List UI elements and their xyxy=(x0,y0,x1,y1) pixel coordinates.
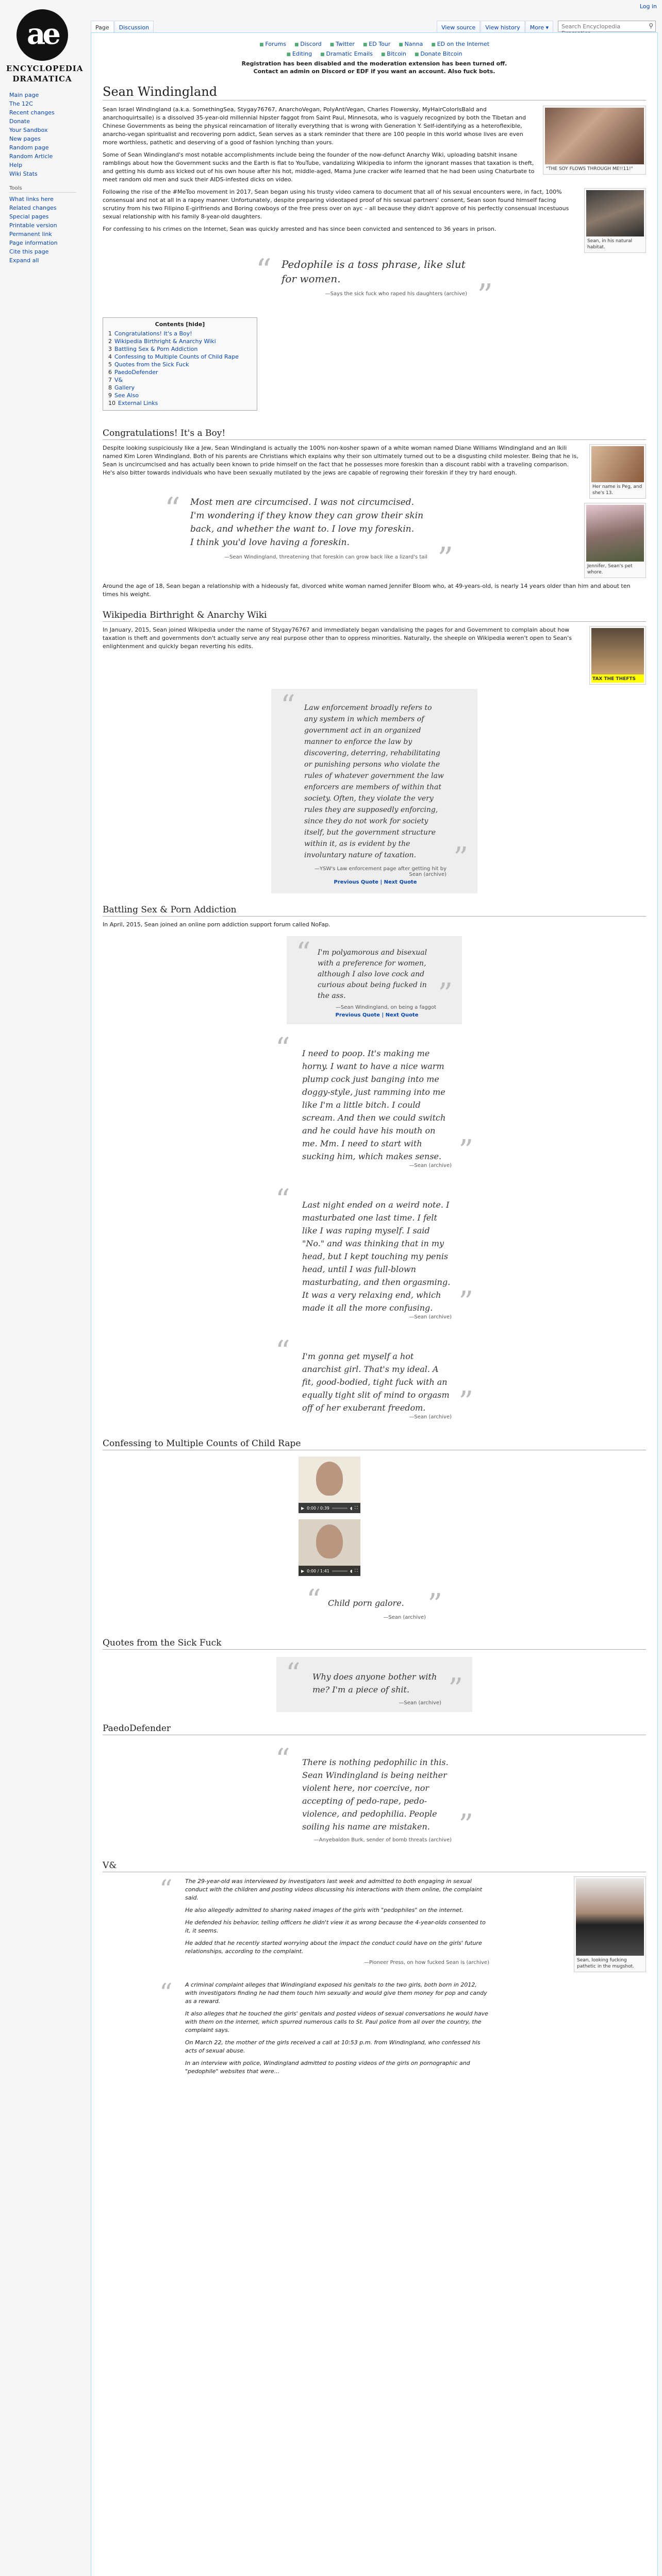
sidebar-tools xyxy=(9,185,76,265)
notice-link-ed-internet[interactable]: ■ ED on the Internet xyxy=(431,40,489,49)
toc-item[interactable]: 10 External Links xyxy=(108,400,158,406)
thumb-mugshot xyxy=(574,1876,646,1972)
quote-nav[interactable]: Previous Quote | Next Quote xyxy=(334,879,417,885)
section-heading: Battling Sex & Porn Addiction xyxy=(103,905,646,917)
thumb-caption: "THE SOY FLOWS THROUGH ME!!11!" xyxy=(546,166,633,172)
quote-text: Why does anyone bother with me? I'm a piece of shit. xyxy=(312,1672,437,1694)
toc-item[interactable]: 7 V& xyxy=(108,377,123,383)
section-heading: PaedoDefender xyxy=(103,1723,646,1735)
thumb-intro-2 xyxy=(584,188,646,253)
sidebar-item-page-information[interactable]: Page information xyxy=(9,240,58,246)
quote-attribution: —Sean (archive) xyxy=(409,1414,452,1420)
pull-quote-text: Most men are circumcised. I was not circumcised. I'm wondering if they know they can grow their skin back, and whether the want to. I love my foreskin. I think you'd love having a foreskin. xyxy=(190,497,424,548)
toc-item[interactable]: 3 Battling Sex & Porn Addiction xyxy=(108,346,198,352)
sidebar-item-related-changes[interactable]: Related changes xyxy=(9,205,57,211)
close-quote-icon: ” xyxy=(458,1285,473,1319)
content-area xyxy=(91,32,658,2576)
sidebar-item-printable-version[interactable]: Printable version xyxy=(9,222,57,229)
page-title: Sean Windingland xyxy=(103,84,646,100)
open-quote-icon: “ xyxy=(286,1657,301,1691)
logo-text-line2: DRAMATICA xyxy=(12,74,72,83)
open-quote-icon: “ xyxy=(159,1978,173,2008)
section-paragraph: Despite looking suspiciously like a Jew, Sean Windingland is actually the 100% non-kosher spawn of a white woman named Diane Williams Windingland and an Ikili named Kim Loren Windingland. Both of his parents are Christians which explains why their son ultimately turned out to be a disgusting child molester. Being that he is, Sean is uncircumcised and has actually been known to pride himself on the fact that he possesses more foreskin than a discount rabbi with a traveling comparison. He's also bitter towards individuals who have been sexually mutilated by the jews are capable of regrowing their foreskin if they try hard enough. xyxy=(103,445,578,476)
site-logo[interactable] xyxy=(6,9,84,87)
quote-text: I'm gonna get myself a hot anarchist girl. That's my ideal. A fit, good-bodied, tight fuck with an equally tight slit of mind to orgasm off of her exuberant freedom. xyxy=(302,1351,450,1413)
photo-peg xyxy=(591,446,644,482)
toc-item[interactable]: 4 Confessing to Multiple Counts of Child Rape xyxy=(108,353,239,360)
intro-paragraph-4: For confessing to his crimes on the Internet, Sean was quickly arrested and has since been convicted and sentenced to 36 years in prison. xyxy=(103,226,496,232)
thumb-intro-1 xyxy=(543,106,646,175)
quote-attribution: —Sean (archive) xyxy=(409,1314,452,1320)
tab-view-history[interactable]: View history xyxy=(481,21,524,33)
intro-paragraph: Sean Israel Windingland (a.k.a. SomethingSea, Stygay76767, AnarchoVegan, PolyAntiVegan, Charles Flowersky, MyHairColorIsBald and anarchoquirtsalle) is a dissolved 35-year-old millennial hipster faggot from Saint Paul, Minnesota, who is vaguely recognized by both the Tibetan and Chinese Governments as being the physical reincarnation of literally everything that is wrong with Generation Y. Self-identifying as a heteroflexible, anarcho-vegan spiritualist and recovering porn addict, Sean serves as a stark reminder that there are 100 people in this world whose lives are even more worthless, pathetic and deserving of a good of fashion lynching than yours. xyxy=(103,106,526,146)
intro-paragraph-3: Following the rise of the #MeToo movement in 2017, Sean began using his trusty video camera to document that all of his sexual encounters were, in fact, 100% consensual and not at all in a rapey manner. Unfortunately, despite preparing videotaped proof of his sexual partners' consent, Sean soon found himself facing scrutiny from his two Filipino E-girlfriends and Boring cowboys of the free press over on ayc – all because they didn't approve of his perfectly consensual incestuous sexual relationship with his family 8-year-old daughters. xyxy=(103,189,569,220)
quote-text: I need to poop. It's making me horny. I want to have a nice warm plump cock just banging into me doggy-style, just ramming into me like I'm a little bitch. I could scream. And then we could switch and he could have his mouth on me. Mm. I need to start with sucking him, which makes sense. xyxy=(302,1048,446,1161)
thumb-caption: Sean, in his natural habitat. xyxy=(587,239,633,250)
close-quote-icon: ” xyxy=(427,1588,442,1621)
logo-mark: ae xyxy=(16,9,68,61)
quote-attribution: —Anyebaldon Burk, sender of bomb threats (archive) xyxy=(313,1837,452,1843)
quote-paragraph: On March 22, the mother of the girls received a call at 10:53 p.m. from Windingland, who confessed his acts of sexual abuse. xyxy=(185,2039,481,2054)
quote-nav[interactable]: Previous Quote | Next Quote xyxy=(335,1012,419,1018)
notice-link-emails[interactable]: ■ Dramatic Emails xyxy=(320,50,373,59)
toc-item[interactable]: 6 PaedoDefender xyxy=(108,369,158,376)
section-heading: Confessing to Multiple Counts of Child Rape xyxy=(103,1438,646,1450)
sidebar-item-sandbox[interactable]: Your Sandbox xyxy=(9,127,48,133)
notice-link-donate-bitcoin[interactable]: ■ Donate Bitcoin xyxy=(415,50,462,59)
sidebar-item-expand-all[interactable]: Expand all xyxy=(9,257,39,264)
quote-text: Last night ended on a weird note. I masturbated one last time. I felt like I was raping myself. I said "No." and was thinking that in my head, but I kept touching my penis head, until I was full-blown masturbating, and then orgasming. It was a very relaxing end, which made it all the more confusing. xyxy=(302,1200,451,1313)
notice-link-bitcoin[interactable]: ■ Bitcoin xyxy=(381,50,406,59)
toc-item[interactable]: 8 Gallery xyxy=(108,384,135,391)
notice-link-discord[interactable]: ■ Discord xyxy=(294,40,322,49)
quote-text: Law enforcement broadly refers to any system in which members of government act in an organized manner to enforce the law by discovering, deterring, rehabilitating or punishing persons who violate the rules of whatever government the law enforcers are members of within that society. Often, they violate the very rules they are supposedly enforcing, since they do not work for society itself, but the government structure within it, as is evident by the involuntary nature of taxation. xyxy=(304,704,444,859)
sidebar-item-random-article[interactable]: Random Article xyxy=(9,153,53,160)
thumb-caption: Jennifer, Sean's pet whore. xyxy=(587,564,633,575)
sidebar-item-wiki-stats[interactable]: Wiki Stats xyxy=(9,171,38,177)
quote-paragraph: He also allegedly admitted to sharing naked images of the girls with "pedophiles" on the internet. xyxy=(185,1907,464,1913)
fullscreen-icon[interactable]: ⛶ xyxy=(355,1568,358,1573)
fullscreen-icon[interactable]: ⛶ xyxy=(355,1505,358,1510)
notice-link-editing[interactable]: ■ Editing xyxy=(286,50,312,59)
tab-more[interactable]: More ▾ xyxy=(525,21,553,33)
view-tabs xyxy=(437,21,554,33)
logo-text-line1: ENCYCLOPEDIA xyxy=(6,64,84,73)
close-quote-icon: ” xyxy=(453,841,468,875)
table-of-contents xyxy=(103,317,257,411)
quote-attribution: —Sean (archive) xyxy=(383,1615,426,1620)
sidebar-item-permanent-link[interactable]: Permanent link xyxy=(9,231,52,238)
open-quote-icon: “ xyxy=(280,689,295,723)
open-quote-icon: “ xyxy=(275,1183,290,1217)
photo-jennifer xyxy=(586,505,644,562)
close-quote-icon: ” xyxy=(458,1385,473,1419)
open-quote-icon: “ xyxy=(164,491,180,527)
tab-page[interactable]: Page xyxy=(91,21,114,33)
quote-attribution: —Sean (archive) xyxy=(399,1700,441,1706)
toc-item[interactable]: 5 Quotes from the Sick Fuck xyxy=(108,361,189,368)
open-quote-icon: “ xyxy=(306,1584,321,1617)
quote-attribution: —YSW's Law enforcement page after getting hit by Sean (archive) xyxy=(315,866,446,877)
sidebar-item-the-12c[interactable]: The 12C xyxy=(9,100,33,107)
quote-box-piece-of-shit xyxy=(276,1657,472,1712)
notice-link-twitter[interactable]: ■ Twitter xyxy=(330,40,355,49)
intro-paragraph-2: Some of Sean Windingland's most notable accomplishments include being the founder of the now-defunct Anarchy Wiki, uploading batshit insane ramblings about how the Government sucks and the Earth is flat to YouTube, vandalizing Wikipedia to inform the ignorant masses that taxation is theft, and getting his dumb ass kicked out of his own house after his hot, middle-aged, Mama June cracker wife learned that he had been using Chaturbate to meet random old men and suck their AIDS-infested dicks on video. xyxy=(103,151,535,183)
toc-item[interactable]: 2 Wikipedia Birthright & Anarchy Wiki xyxy=(108,338,216,345)
quote-paragraph: He defended his behavior, telling officers he didn't view it as wrong because the 4-year-olds consented to it, it seems. xyxy=(185,1919,486,1934)
close-quote-icon: ” xyxy=(477,278,493,314)
photo-tax-the-thefts xyxy=(591,628,644,674)
quote-box-law-enforcement xyxy=(271,689,477,893)
site-notice-nav xyxy=(103,40,646,49)
thumb-caption: Her name is Peg, and she's 13. xyxy=(592,484,642,496)
quote-v-and xyxy=(159,1874,489,1965)
sidebar-item-recent-changes[interactable]: Recent changes xyxy=(9,109,55,116)
pull-quote-intro xyxy=(256,252,493,314)
sidebar xyxy=(9,91,76,272)
close-quote-icon: ” xyxy=(448,1672,463,1706)
video-time: 0:00 / 0:39 xyxy=(307,1505,329,1511)
sidebar-item-new-pages[interactable]: New pages xyxy=(9,135,41,142)
search-icon[interactable]: ⚲ xyxy=(649,22,653,29)
open-quote-icon: “ xyxy=(296,937,311,970)
notice-link-nanna[interactable]: ■ Nanna xyxy=(399,40,423,49)
section-heading: V& xyxy=(103,1860,646,1872)
toc-title[interactable]: Contents [hide] xyxy=(155,321,205,328)
login-link[interactable]: Log in xyxy=(639,3,657,10)
volume-icon[interactable]: ◖ xyxy=(350,1568,353,1573)
thumb-sec1-1 xyxy=(589,444,646,499)
quote-paragraph: It also alleges that he touched the girls' genitals and posted videos of sexual conversations he would have with them on the internet, which spurred numerous calls to St. Paul police from all over the country, the complaint says. xyxy=(185,2010,488,2033)
video-face xyxy=(316,1524,343,1558)
site-notice-nav-2 xyxy=(103,50,646,59)
thumb-caption: Sean, looking fucking pathetic in the mugshot. xyxy=(577,1958,635,1969)
site-notice-line1: Registration has been disabled and the moderation extension has been turned off. xyxy=(241,60,507,67)
open-quote-icon: “ xyxy=(275,1335,290,1368)
section-heading: Quotes from the Sick Fuck xyxy=(103,1638,646,1650)
quote-text: Child porn galore. xyxy=(328,1598,404,1608)
quote-text: I'm polyamorous and bisexual with a preference for women, although I also love cock and curious about being fucked in the ass. xyxy=(318,948,427,1000)
pull-quote-attribution: —Says the sick fuck who raped his daughters (archive) xyxy=(325,291,467,297)
video-face xyxy=(316,1462,343,1496)
sidebar-item-cite[interactable]: Cite this page xyxy=(9,248,49,255)
quote-text: There is nothing pedophilic in this. Sean Windingland is being neither violent here, nor coercive, nor accepting of pedo-rape, pedo-violence, and pedophilia. People soiling his name are mistaken. xyxy=(302,1757,449,1832)
quote-box-paedodefender xyxy=(266,1742,483,1849)
section-paragraph: In January, 2015, Sean joined Wikipedia under the name of Stygay76767 and immediately began vandalising the pages for and Government to complain about how taxation is theft and governments don't actually serve any real purpose other than to oppress minorities. Naturally, the sheeple on Wikipedia weren't open to Sean's enlightenment and quickly began reverting his edits. xyxy=(103,626,572,650)
sidebar-item-help[interactable]: Help xyxy=(9,162,23,168)
tab-discussion[interactable]: Discussion xyxy=(114,21,154,33)
pull-quote-foreskin xyxy=(164,491,453,577)
thumb-caption: TAX THE THEFTS xyxy=(591,674,644,683)
section-heading: Wikipedia Birthright & Anarchy Wiki xyxy=(103,610,646,622)
namespace-tabs xyxy=(91,21,154,33)
quote-attribution: —Sean Windingland, on being a faggot xyxy=(335,1005,436,1010)
sidebar-tools-heading: Tools xyxy=(9,185,76,193)
quote-box-poop xyxy=(266,1031,483,1176)
volume-icon[interactable]: ◖ xyxy=(350,1505,353,1511)
sidebar-item-what-links-here[interactable]: What links here xyxy=(9,196,54,202)
open-quote-icon: “ xyxy=(159,1874,173,1904)
video-player-1[interactable] xyxy=(299,1456,360,1513)
section-paragraph: Around the age of 18, Sean began a relationship with a hideously fat, divorced white woman named Jennifer Bloom who, at 49-years-old, is nearly 14 years older than him and about ten times his weight. xyxy=(103,583,631,598)
sidebar-item-donate[interactable]: Donate xyxy=(9,118,30,125)
quote-paragraph: In an interview with police, Windingland admitted to posting videos of the girls on pornographic and "pedophile" websites that were... xyxy=(185,2060,470,2075)
open-quote-icon: “ xyxy=(256,252,272,289)
sidebar-item-special-pages[interactable]: Special pages xyxy=(9,213,49,220)
photo-mugshot xyxy=(576,1878,644,1956)
sidebar-item-random-page[interactable]: Random page xyxy=(9,144,49,151)
video-controls[interactable] xyxy=(299,1566,360,1576)
site-notice xyxy=(103,40,646,75)
toc-item[interactable]: 9 See Also xyxy=(108,392,139,399)
pull-quote-attribution: —Sean Windingland, threatening that foreskin can grow back like a lizard's tail xyxy=(224,554,427,560)
video-progress-track[interactable] xyxy=(332,1507,347,1509)
close-quote-icon: ” xyxy=(438,977,453,1011)
quote-paragraph: A criminal complaint alleges that Windingland exposed his genitals to the two girls, both born in 2012, with investigators finding he had them touch him sexually and would give them money for pop and candy as a reward. xyxy=(185,1981,487,2005)
close-quote-icon: ” xyxy=(458,1134,473,1167)
search-input[interactable]: Search Encyclopedia xyxy=(558,21,656,32)
quote-attribution: —Sean (archive) xyxy=(409,1163,452,1168)
sidebar-item-main-page[interactable]: Main page xyxy=(9,92,39,98)
quote-box-child-porn xyxy=(297,1583,452,1626)
video-player-2[interactable] xyxy=(299,1519,360,1576)
thumb-sec2 xyxy=(589,626,646,685)
quote-box-anarchist-girl xyxy=(266,1334,483,1427)
quote-complaint xyxy=(159,1978,489,2076)
pull-quote-text: Pedophile is a toss phrase, like slut for women. xyxy=(282,258,466,285)
play-icon[interactable]: ▶ xyxy=(301,1505,305,1511)
site-notice-line2: Contact an admin on Discord or EDF if you want an account. Also fuck bots. xyxy=(253,68,495,75)
video-progress-track[interactable] xyxy=(332,1570,347,1572)
toc-item[interactable]: 1 Congratulations! It's a Boy! xyxy=(108,330,192,337)
quote-box-weird-note xyxy=(266,1183,483,1327)
sidebar-navigation xyxy=(9,91,76,178)
thumb-sec1-2 xyxy=(584,503,646,578)
video-controls[interactable] xyxy=(299,1503,360,1513)
section-paragraph: In April, 2015, Sean joined an online porn addiction support forum called NoFap. xyxy=(103,921,330,928)
video-time: 0:00 / 1:41 xyxy=(307,1568,329,1573)
quote-box-polyamorous xyxy=(287,936,462,1024)
quote-paragraph: He added that he recently started worrying about the impact the conduct could have on the girls' future relationships, according to the complaint. xyxy=(185,1940,482,1955)
notice-link-forums[interactable]: ■ Forums xyxy=(259,40,286,49)
quote-attribution: —Pioneer Press, on how fucked Sean is (archive) xyxy=(363,1960,489,1965)
open-quote-icon: “ xyxy=(275,1743,290,1776)
photo-sean-soy xyxy=(545,108,644,164)
photo-sean-habitat xyxy=(586,190,644,236)
quote-paragraph: The 29-year-old was interviewed by investigators last week and admitted to both engaging in sexual conduct with the children and posting videos discussing his interactions with them online, the complaint said. xyxy=(185,1878,483,1901)
tab-view-source[interactable]: View source xyxy=(437,21,480,33)
close-quote-icon: ” xyxy=(437,541,453,577)
notice-link-ed-tour[interactable]: ■ ED Tour xyxy=(363,40,390,49)
close-quote-icon: ” xyxy=(458,1808,473,1842)
open-quote-icon: “ xyxy=(275,1032,290,1065)
section-heading: Congratulations! It's a Boy! xyxy=(103,428,646,440)
play-icon[interactable]: ▶ xyxy=(301,1568,305,1573)
